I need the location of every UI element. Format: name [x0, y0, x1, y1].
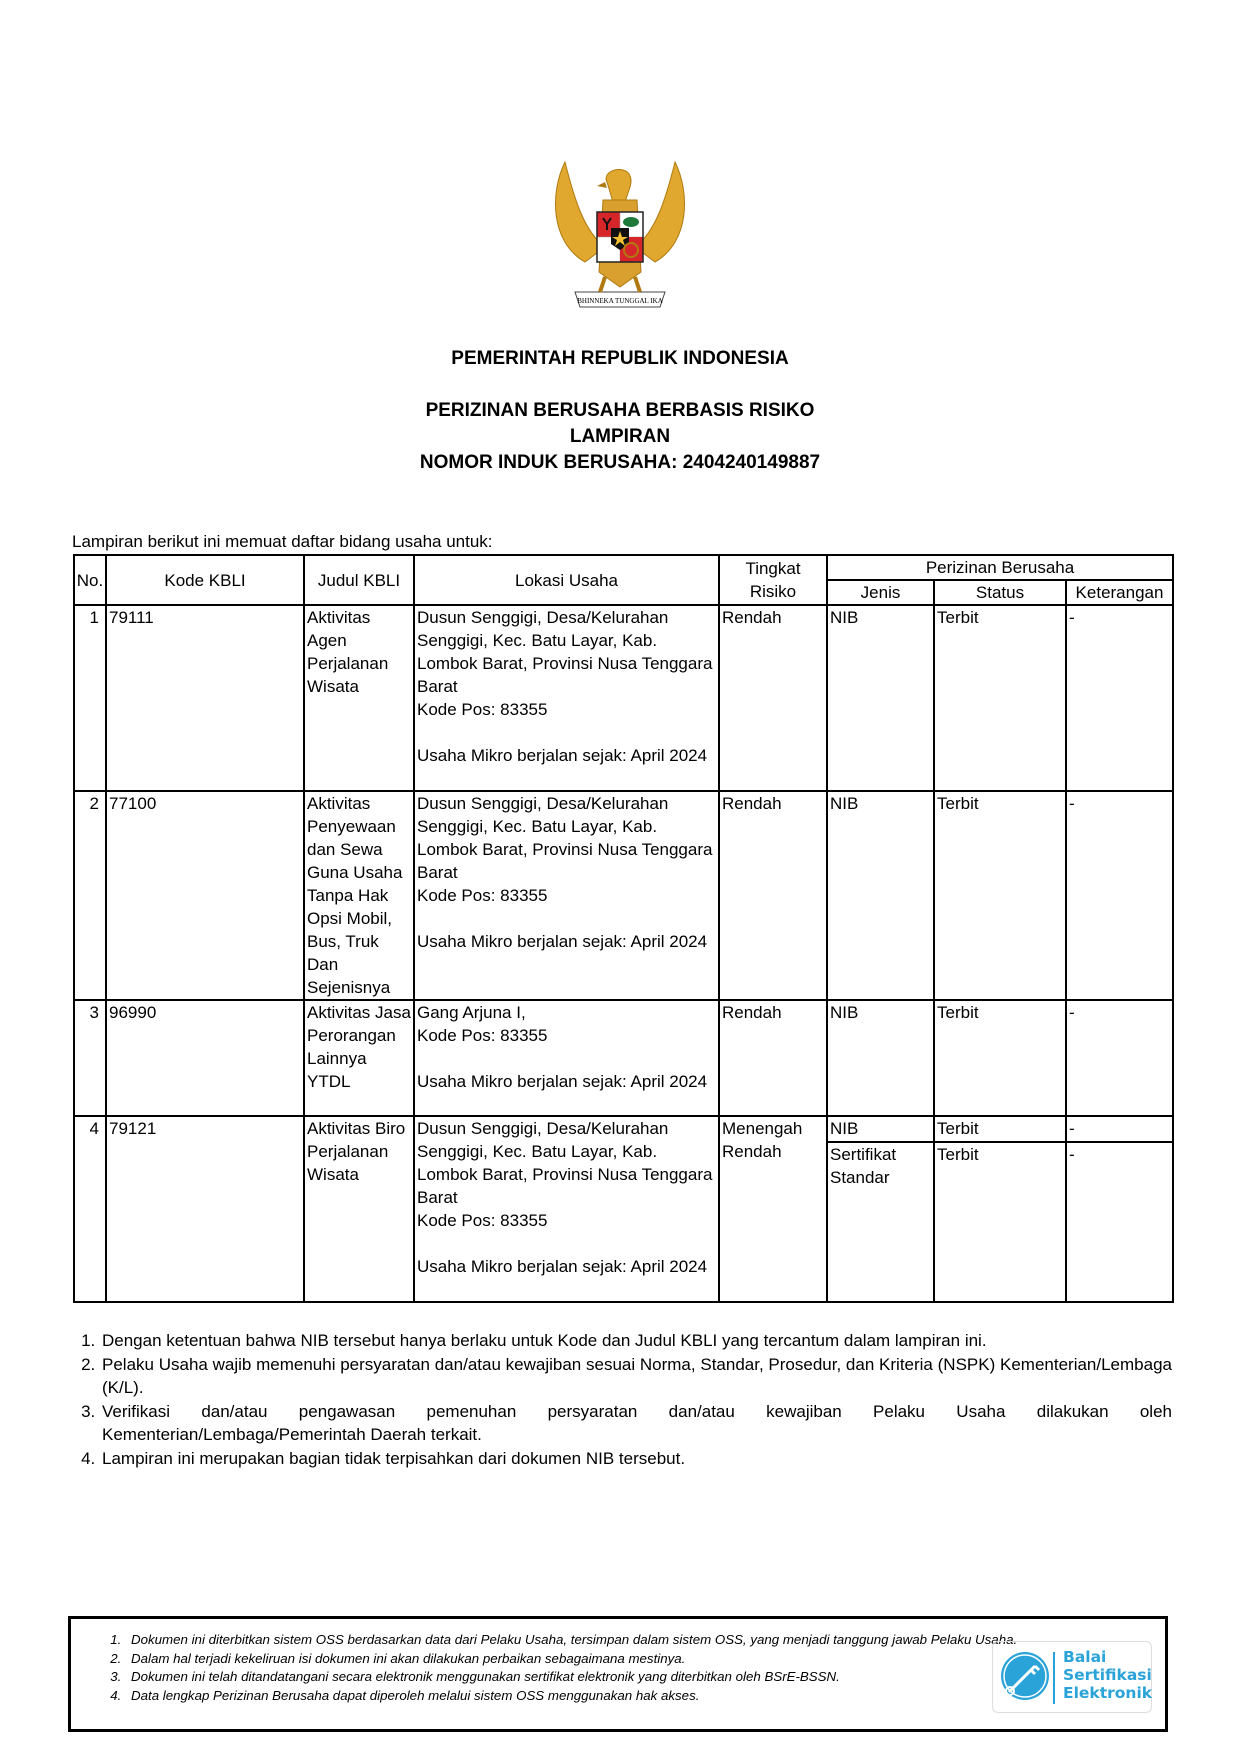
footer-item: 1. Dokumen ini diterbitkan sistem OSS berdasarkan data dari Pelaku Usaha, tersimpan dalam sistem OSS, yang menjadi tanggung jawab Pelaku Usaha. — [125, 1631, 1025, 1650]
lokasi-postcode: Kode Pos: 83355 — [417, 1211, 548, 1230]
footer-disclaimer-box — [68, 1616, 1168, 1732]
note-item: 4. Lampiran ini merupakan bagian tidak terpisahkan dari dokumen NIB tersebut. — [100, 1447, 1172, 1471]
row-judul: Aktivitas Agen Perjalanan Wisata — [304, 605, 414, 791]
row-risiko: Rendah — [719, 791, 827, 1000]
table-row — [74, 1000, 1173, 1116]
document-title: PERIZINAN BERUSAHA BERBASIS RISIKO — [425, 400, 815, 421]
nib-number: NOMOR INDUK BERUSAHA: 2404240149887 — [419, 452, 821, 473]
note-item: 3. Verifikasi dan/atau pengawasan pemenuhan persyaratan dan/atau kewajiban Pelaku Usaha dilakukan oleh Kementerian/Lembaga/Pemerintah Daerah terkait. — [100, 1400, 1172, 1447]
row-keterangan: - — [1066, 1000, 1173, 1116]
intro-text: Lampiran berikut ini memuat daftar bidang usaha untuk: — [72, 532, 493, 551]
col-header-no: No. — [74, 555, 106, 605]
row-no: 3 — [74, 1000, 106, 1116]
lokasi-postcode: Kode Pos: 83355 — [417, 886, 548, 905]
government-title: PEMERINTAH REPUBLIK INDONESIA — [451, 348, 789, 369]
kbli-table — [73, 554, 1174, 1303]
lokasi-since: Usaha Mikro berjalan sejak: April 2024 — [417, 932, 708, 951]
lokasi-since: Usaha Mikro berjalan sejak: April 2024 — [417, 1257, 708, 1276]
col-header-keterangan: Keterangan — [1066, 580, 1173, 605]
garuda-emblem-icon — [545, 152, 695, 322]
row-keterangan: - — [1066, 791, 1173, 1000]
footer-item: 3. Dokumen ini telah ditandatangani secara elektronik menggunakan sertifikat elektronik yang diterbitkan oleh BSrE-BSSN. — [125, 1668, 1025, 1687]
footer-item: 4. Data lengkap Perizinan Berusaha dapat diperoleh melalui sistem OSS menggunakan hak akses. — [125, 1687, 1025, 1706]
row-jenis: NIB — [827, 1000, 934, 1116]
row-risiko: Menengah Rendah — [719, 1116, 827, 1302]
col-header-status: Status — [934, 580, 1066, 605]
row-status: Terbit — [934, 605, 1066, 791]
row-judul: Aktivitas Biro Perjalanan Wisata — [304, 1116, 414, 1302]
lokasi-postcode: Kode Pos: 83355 — [417, 1026, 548, 1045]
table-row — [74, 605, 1173, 791]
svg-text:BHINNEKA TUNGGAL IKA: BHINNEKA TUNGGAL IKA — [577, 297, 663, 305]
lokasi-address: Dusun Senggigi, Desa/Kelurahan Senggigi, Kec. Batu Layar, Kab. Lombok Barat, Provinsi Nusa Tenggara Barat — [417, 608, 713, 696]
row-jenis: NIB — [827, 791, 934, 1000]
row-keterangan: - — [1066, 1142, 1173, 1302]
row-no: 4 — [74, 1116, 106, 1302]
row-lokasi — [414, 791, 719, 1000]
row-status: Terbit — [934, 791, 1066, 1000]
table-row — [74, 791, 1173, 1000]
row-risiko: Rendah — [719, 1000, 827, 1116]
col-header-judul: Judul KBLI — [304, 555, 414, 605]
risiko-label-2: Risiko — [749, 582, 797, 601]
row-jenis: Sertifikat Standar — [827, 1142, 934, 1302]
row-jenis: NIB — [827, 605, 934, 791]
row-status: Terbit — [934, 1142, 1066, 1302]
row-risiko: Rendah — [719, 605, 827, 791]
table-header-row — [74, 555, 1173, 580]
row-lokasi — [414, 1000, 719, 1116]
col-header-kode: Kode KBLI — [106, 555, 304, 605]
note-item: 1. Dengan ketentuan bahwa NIB tersebut hanya berlaku untuk Kode dan Judul KBLI yang tercantum dalam lampiran ini. — [100, 1329, 1172, 1353]
row-no: 1 — [74, 605, 106, 791]
row-keterangan: - — [1066, 1116, 1173, 1142]
key-icon — [999, 1650, 1051, 1702]
lokasi-address: Dusun Senggigi, Desa/Kelurahan Senggigi, Kec. Batu Layar, Kab. Lombok Barat, Provinsi Nusa Tenggara Barat — [417, 1119, 713, 1207]
lokasi-postcode: Kode Pos: 83355 — [417, 700, 548, 719]
footer-item: 2. Dalam hal terjadi kekeliruan isi dokumen ini akan dilakukan perbaikan sebagaimana mestinya. — [125, 1650, 1025, 1669]
row-no: 2 — [74, 791, 106, 1000]
lokasi-since: Usaha Mikro berjalan sejak: April 2024 — [417, 746, 708, 765]
row-status: Terbit — [934, 1116, 1066, 1142]
row-kode: 79111 — [106, 605, 304, 791]
bsre-logo — [992, 1641, 1152, 1713]
logo-text-line1: Balai — [1063, 1648, 1107, 1666]
row-kode: 96990 — [106, 1000, 304, 1116]
row-keterangan: - — [1066, 605, 1173, 791]
lokasi-address: Gang Arjuna I, — [417, 1003, 526, 1022]
row-kode: 77100 — [106, 791, 304, 1000]
row-judul: Aktivitas Penyewaan dan Sewa Guna Usaha Tanpa Hak Opsi Mobil, Bus, Truk Dan Sejenisnya — [304, 791, 414, 1000]
row-kode: 79121 — [106, 1116, 304, 1302]
lokasi-address: Dusun Senggigi, Desa/Kelurahan Senggigi, Kec. Batu Layar, Kab. Lombok Barat, Provinsi Nusa Tenggara Barat — [417, 794, 713, 882]
row-lokasi — [414, 1116, 719, 1302]
note-item: 2. Pelaku Usaha wajib memenuhi persyaratan dan/atau kewajiban sesuai Norma, Standar, Prosedur, dan Kriteria (NSPK) Kementerian/Lembaga (K/L). — [100, 1353, 1172, 1400]
row-jenis: NIB — [827, 1116, 934, 1142]
row-status: Terbit — [934, 1000, 1066, 1116]
col-header-lokasi: Lokasi Usaha — [414, 555, 719, 605]
col-header-perizinan: Perizinan Berusaha — [827, 555, 1173, 580]
col-header-risiko — [719, 555, 827, 605]
document-subtitle: LAMPIRAN — [569, 426, 671, 447]
risiko-label-1: Tingkat — [745, 559, 801, 578]
col-header-jenis: Jenis — [827, 580, 934, 605]
lokasi-since: Usaha Mikro berjalan sejak: April 2024 — [417, 1072, 708, 1091]
table-row — [74, 1116, 1173, 1142]
row-lokasi — [414, 605, 719, 791]
row-judul: Aktivitas Jasa Perorangan Lainnya YTDL — [304, 1000, 414, 1116]
logo-divider — [1053, 1652, 1055, 1704]
logo-text-line3: Elektronik — [1063, 1684, 1153, 1702]
logo-text-line2: Sertifikasi — [1063, 1666, 1152, 1684]
notes-list — [72, 1329, 1172, 1470]
